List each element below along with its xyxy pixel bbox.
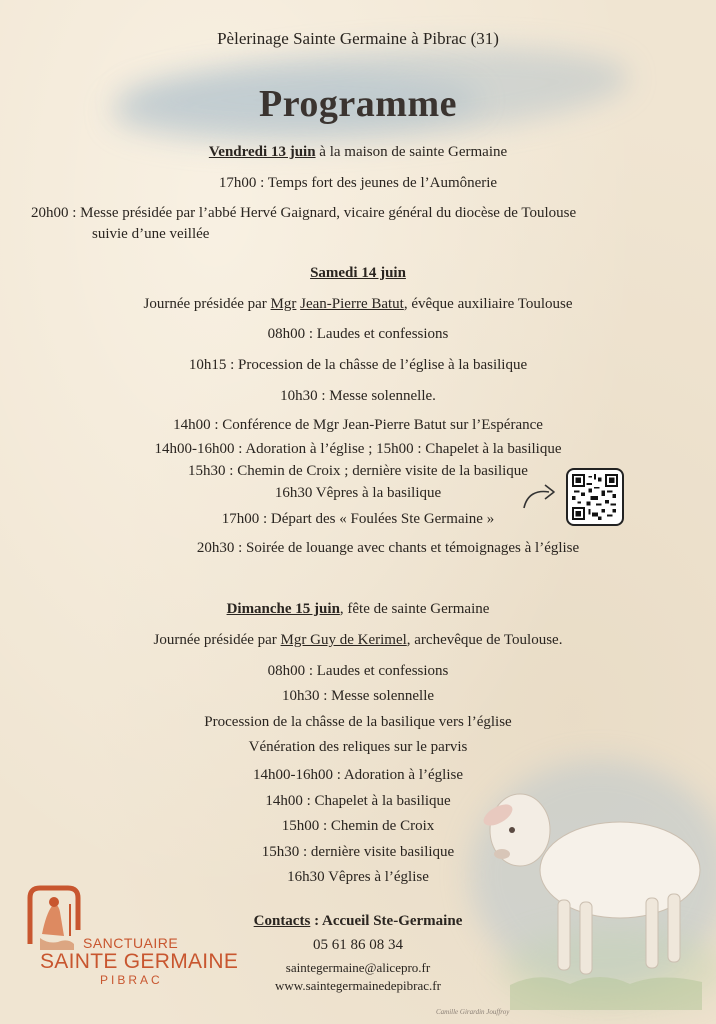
event-title: Pèlerinage Sainte Germaine à Pibrac (31): [217, 29, 499, 48]
sunday-heading: [0, 601, 716, 618]
sunday-item: Procession de la châsse de la basilique vers l’église: [204, 714, 512, 730]
logo-line-1: SANCTUAIRE: [83, 935, 179, 951]
friday-item: 20h00 : Messe présidée par l’abbé Hervé Gaignard, vicaire général du diocèse de Toulouse: [31, 205, 577, 221]
saturday-item: 17h00 : Départ des « Foulées Ste Germaine »: [221, 511, 495, 527]
lamb-illustration: [470, 770, 710, 1010]
saturday-item: 10h30 : Messe solennelle.: [280, 388, 436, 404]
saturday-item: 15h30 : Chemin de Croix ; dernière visite de la basilique: [188, 463, 528, 479]
qr-code-icon: [572, 474, 618, 520]
saturday-heading: Samedi 14 juin: [310, 265, 406, 281]
saturday-presided: [0, 296, 716, 313]
friday-place: à la maison de sainte Germaine: [315, 144, 508, 160]
contacts-label: Contacts: [253, 913, 311, 929]
saturday-item: 14h00-16h00 : Adoration à l’église ; 15h00 : Chapelet à la basilique: [154, 441, 562, 457]
presided-suffix: , évêque auxiliaire Toulouse: [403, 296, 573, 312]
sunday-presided: [0, 632, 716, 649]
sunday-feast: , fête de sainte Germaine: [339, 601, 490, 617]
friday-heading: [0, 144, 716, 161]
friday-item: 17h00 : Temps fort des jeunes de l’Aumônerie: [218, 175, 498, 191]
contact-website[interactable]: www.saintegermainedepibrac.fr: [275, 978, 441, 993]
saturday-item: 08h00 : Laudes et confessions: [267, 326, 449, 342]
presided-suffix: , archevêque de Toulouse.: [406, 632, 563, 648]
presided-name: Jean-Pierre Batut: [300, 296, 404, 312]
saturday-item: 16h30 Vêpres à la basilique: [274, 485, 442, 501]
sunday-item: Vénération des reliques sur le parvis: [248, 739, 468, 755]
sunday-item: 15h00 : Chemin de Croix: [281, 818, 435, 834]
sunday-item: 10h30 : Messe solennelle: [281, 688, 435, 704]
saturday-item: 14h00 : Conférence de Mgr Jean-Pierre Batut sur l’Espérance: [173, 417, 543, 433]
page-title: Programme: [259, 83, 457, 125]
sunday-item: 08h00 : Laudes et confessions: [267, 663, 449, 679]
contacts-org: : Accueil Ste-Germaine: [310, 913, 463, 929]
friday-item-continued: suivie d’une veillée: [92, 226, 210, 242]
presided-prefix: Journée présidée par: [143, 296, 271, 312]
presided-title: Mgr: [270, 296, 297, 312]
presided-name: Mgr Guy de Kerimel: [280, 632, 407, 648]
sunday-item: 15h30 : dernière visite basilique: [261, 844, 455, 860]
artist-signature: Camille Girardin Jouffroy: [436, 1008, 510, 1016]
contact-phone: 05 61 86 08 34: [313, 937, 403, 953]
contact-email[interactable]: saintegermaine@alicepro.fr: [285, 960, 431, 975]
logo-line-3: PIBRAC: [100, 973, 163, 987]
saturday-item: 10h15 : Procession de la châsse de l’église à la basilique: [188, 357, 528, 373]
curved-arrow-icon: [521, 480, 561, 512]
friday-day: Vendredi 13 juin: [208, 144, 316, 160]
saturday-item: 20h30 : Soirée de louange avec chants et témoignages à l’église: [196, 540, 580, 556]
sunday-item: 14h00-16h00 : Adoration à l’église: [253, 767, 463, 783]
presided-prefix: Journée présidée par: [153, 632, 281, 648]
sunday-item: 14h00 : Chapelet à la basilique: [265, 793, 451, 809]
sunday-day: Dimanche 15 juin: [226, 601, 340, 617]
qr-code[interactable]: [566, 468, 624, 526]
sunday-item: 16h30 Vêpres à l’église: [287, 869, 429, 885]
logo-line-2: SAINTE GERMAINE: [40, 950, 239, 973]
